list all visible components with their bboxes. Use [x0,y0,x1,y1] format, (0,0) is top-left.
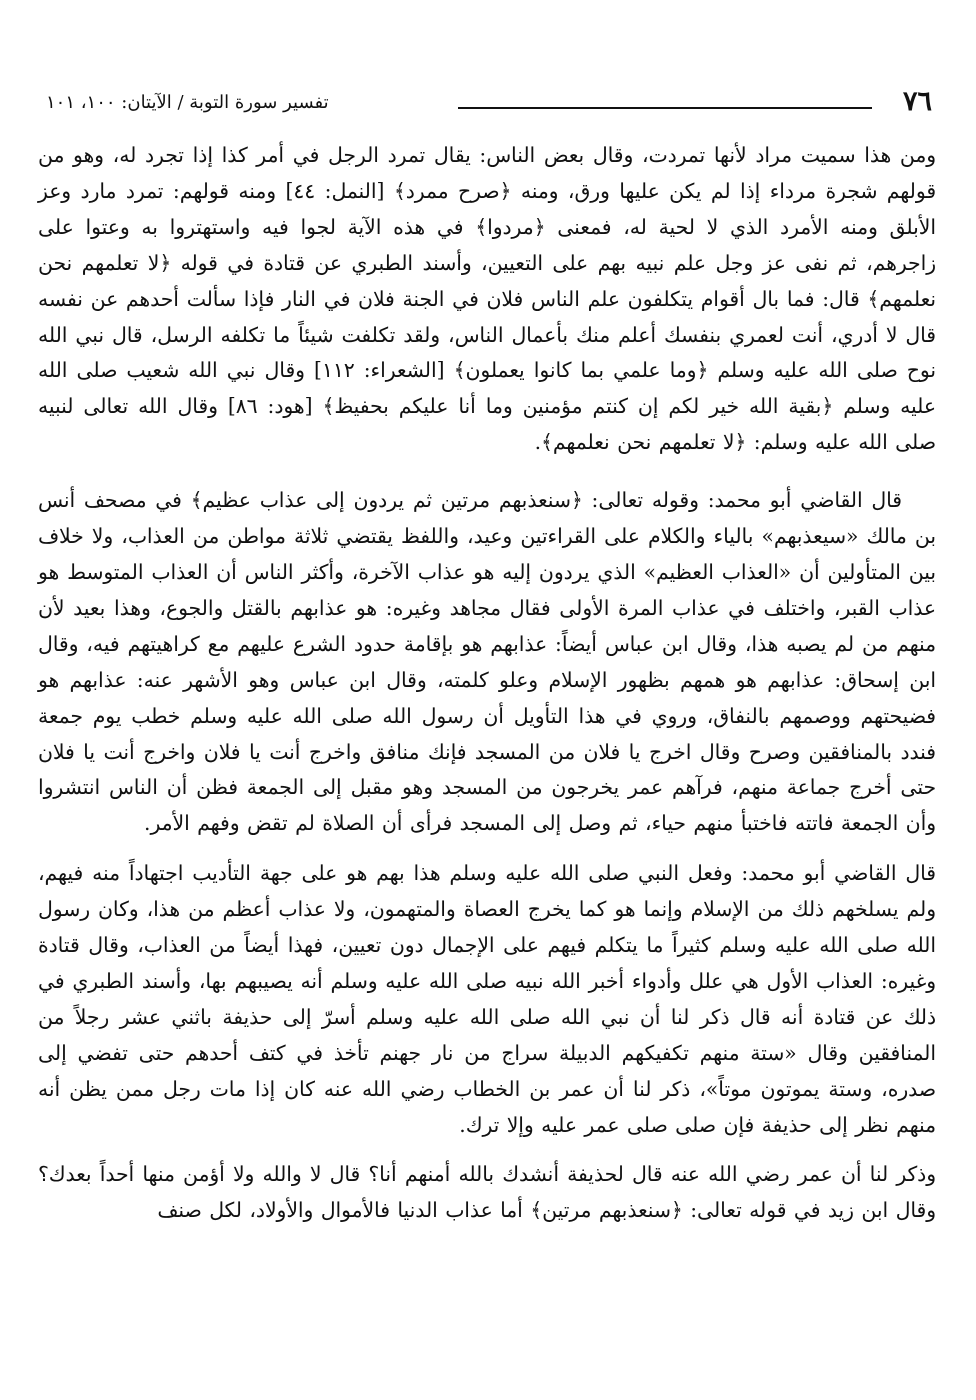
paragraph-1: ومن هذا سميت مراد لأنها تمردت، وقال بعض الناس: يقال تمرد الرجل في أمر كذا إذا تجرد له، وهو من قولهم شجرة مرداء إذا لم يكن عليها ورق، ومنه ﴿صرح ممرد﴾ [النمل: ٤٤] ومنه قولهم: تمرد مارد وعز الأبلق ومنه الأمرد الذي لا لحية له، فمعنى ﴿مردوا﴾ في هذه الآية لجوا فيه واستهتروا به وعتوا على زاجرهم، ثم نفى عز وجل علم نبيه بهم على التعيين، وأسند الطبري عن قتادة في قوله ﴿لا تعلمهم نحن نعلمهم﴾ قال: فما بال أقوام يتكلفون علم الناس فلان في الجنة فلان في النار فإذا سألت أحدهم عن نفسه قال لا أدري، أنت لعمري بنفسك أعلم منك بأعمال الناس، ولقد تكلفت شيئاً ما تكلفه الرسل، قال نبي الله نوح صلى الله عليه وسلم ﴿وما علمي بما كانوا يعملون﴾ [الشعراء: ١١٢] وقال نبي الله شعيب صلى الله عليه وسلم ﴿بقية الله خير لكم إن كنتم مؤمنين وما أنا عليكم بحفيظ﴾ [هود: ٨٦] وقال الله تعالى لنبيه صلى الله عليه وسلم: ﴿لا تعلمهم نحن نعلمهم﴾. [38,143,937,455]
paragraph-4: وذكر لنا أن عمر رضي الله عنه قال لحذيفة أنشدك بالله أمنهم أنا؟ قال لا والله ولا أؤمن منها أحداً بعدك؟ وقال ابن زيد في قوله تعالى: ﴿سنعذبهم مرتين﴾ أما عذاب الدنيا فالأموال والأولاد، لكل صنف [38,1162,936,1223]
page-header [38,84,936,124]
paragraph-3: قال القاضي أبو محمد: وفعل النبي صلى الله عليه وسلم هذا بهم هو على جهة التأديب اجتهاداً منه فيهم، ولم يسلخهم ذلك من الإسلام وإنما هو كما يخرج العصاة والمتهمون، ولا عذاب أعظم من هذا، وكان رسول الله صلى الله عليه وسلم كثيراً ما يتكلم فيهم على الإجمال دون تعيين، فهذا أيضاً من العذاب، وقال قتادة وغيره: العذاب الأول هي علل وأدواء أخبر الله نبيه صلى الله عليه وسلم أنه يصيبهم بها، وأسند الطبري في ذلك عن قتادة أنه قال ذكر لنا أن نبي الله صلى الله عليه وسلم أسرّ إلى حذيفة باثني عشر رجلاً من المنافقين وقال «ستة منهم تكفيكهم الدبيلة سراج من نار جهنم تأخذ في كتف أحدهم حتى تفضي إلى صدره، وستة يموتون موتاً»، ذكر لنا أن عمر بن الخطاب رضي الله عنه كان إذا مات رجل ممن يظن أنه منهم نظر إلى حذيفة فإن صلى صلى عمر عليه وإلا ترك. [38,861,936,1137]
page-number: ٧٦ [902,86,932,117]
header-rule [458,107,872,109]
running-title: تفسير سورة التوبة / الآيتان: ١٠٠، ١٠١ [46,92,329,113]
paragraph-2: قال القاضي أبو محمد: وقوله تعالى: ﴿سنعذبهم مرتين ثم يردون إلى عذاب عظيم﴾ في مصحف أنس بن مالك «سيعذبهم» بالياء والكلام على القراءتين وعيد، واللفظ يقتضي ثلاثة مواطن من العذاب، ولا خلاف بين المتأولين أن «العذاب العظيم» الذي يردون إليه هو عذاب الآخرة، وأكثر الناس أن العذاب المتوسط هو عذاب القبر، واختلف في عذاب المرة الأولى فقال مجاهد وغيره: هو عذابهم بالقتل والجوع، وهذا بعيد لأن منهم من لم يصبه هذا، وقال ابن عباس أيضاً: عذابهم هو بإقامة حدود الشرع عليهم مع كراهيتهم فيه، وقال ابن إسحاق: عذابهم هو همهم بظهور الإسلام وعلو كلمته، وقال ابن عباس وهو الأشهر عنه: عذابهم هو فضيحتهم ووصمهم بالنفاق، وروي في هذا التأويل أن رسول الله صلى الله عليه وسلم خطب يوم جمعة فندد بالمنافقين وصرح وقال اخرج يا فلان من المسجد فإنك منافق واخرج أنت يا فلان واخرج أنت يا فلان حتى أخرج جماعة منهم، فرآهم عمر يخرجون من المسجد وهو مقبل إلى الجمعة فظن أن الناس انتشروا وأن الجمعة فاتته فاختبأ منهم حياء، ثم وصل إلى المسجد فرأى أن الصلاة لم تقض وفهم الأمر. [38,488,936,836]
body-text [38,138,936,1229]
